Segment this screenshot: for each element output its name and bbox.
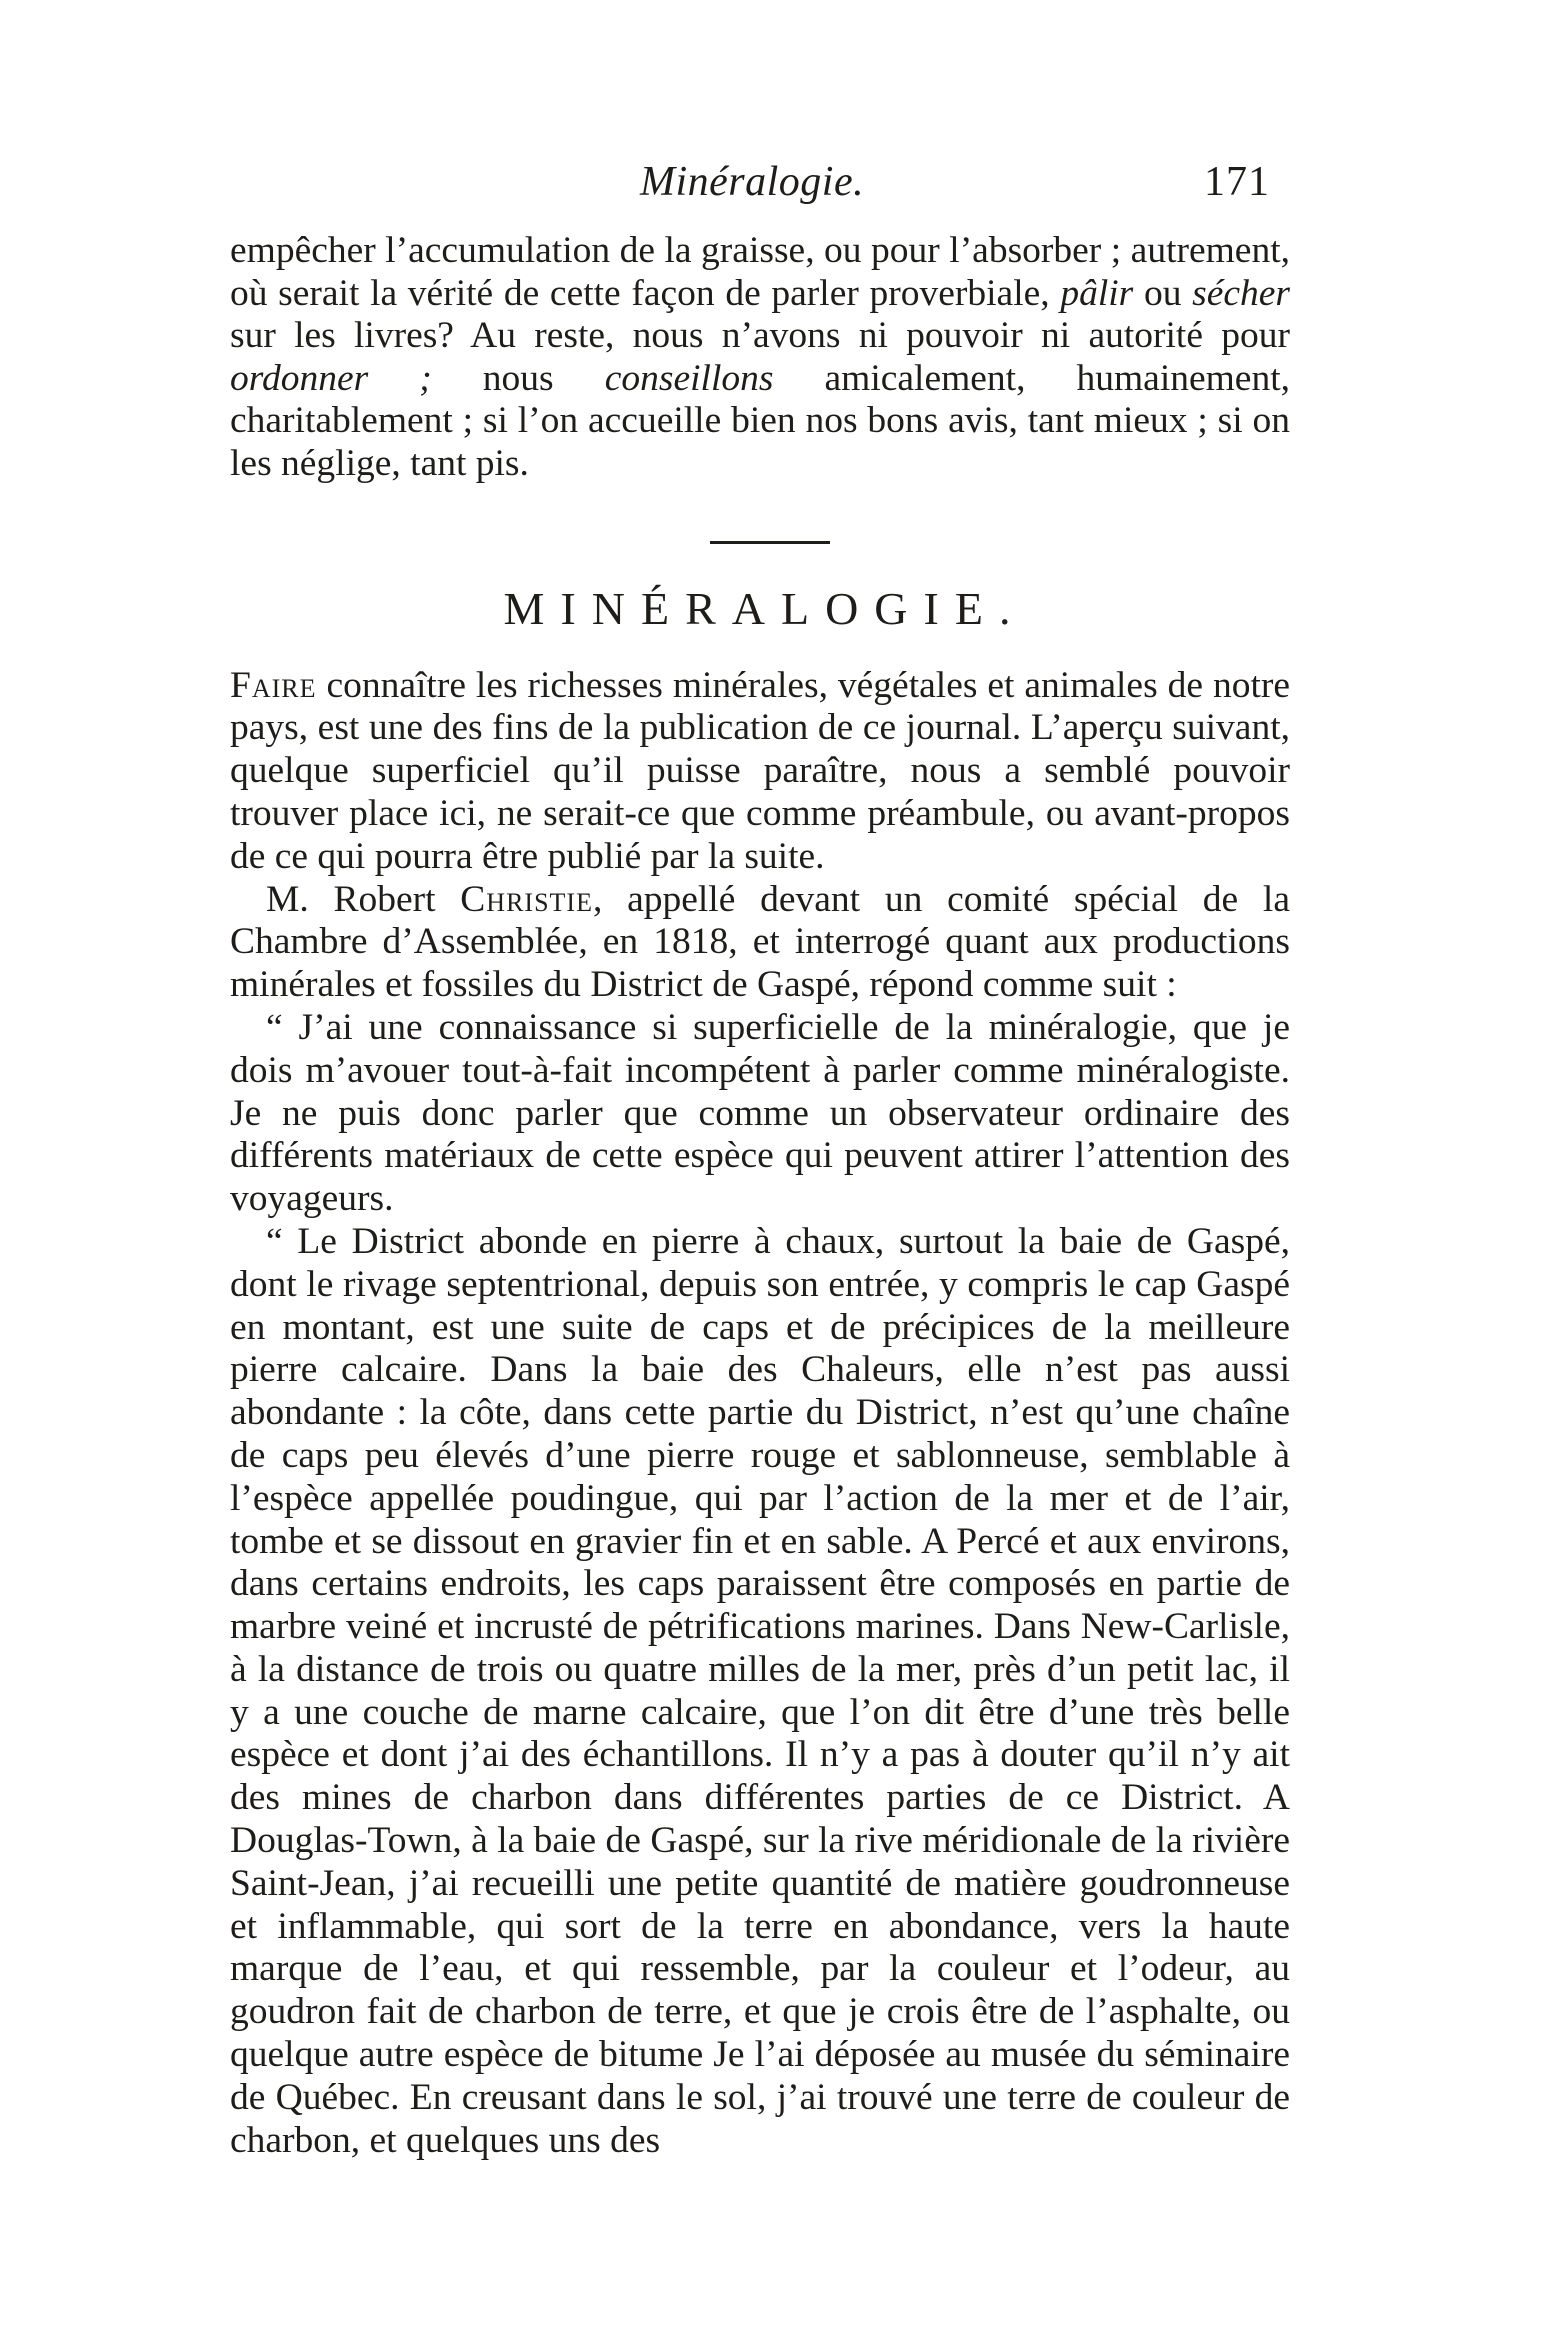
testimony-intro-paragraph — [230, 879, 1290, 1007]
italic-run: sécher — [1192, 272, 1290, 314]
text-run: nous — [431, 357, 605, 399]
lead-word: Faire — [230, 664, 317, 706]
page-number: 171 — [1204, 159, 1270, 205]
quote-paragraph-1: “ J’ai une connaissance si superficielle de la minéralogie, que je dois m’avouer tout-à-fait incompétent à parler comme minéralogiste. Je ne puis donc parler que comme un observateur ordinaire des différents matériaux de cette espèce qui peuvent attirer l’attention des voyageurs. — [230, 1006, 1290, 1220]
italic-run: pâlir — [1060, 272, 1134, 314]
section-title: MINÉRALOGIE. — [503, 582, 1027, 634]
text-run: amicalement, humainement, charitablement ; si l’on accueille bien nos bons avis, tant mieux ; si on les néglige, tant pis. — [230, 357, 1290, 484]
text-run: empêcher l’accumulation de la graisse, ou pour l’absorber ; autrement, où serait la vérité de cette façon de parler proverbiale, — [230, 230, 1290, 314]
intro-paragraph — [230, 665, 1290, 879]
section-divider-rule — [710, 541, 830, 544]
section-body — [230, 665, 1290, 2163]
text-run: sur les livres? Au reste, nous n’avons ni pouvoir ni autorité pour — [230, 315, 1290, 357]
continuation-paragraph — [230, 230, 1290, 486]
book-page — [230, 150, 1290, 2162]
person-name: Christie — [460, 878, 593, 920]
text-run: , appellé devant un comité spécial de la Chambre d’Assemblée, en 1818, et interrogé quant aux productions minérales et fossiles du District de Gaspé, répond comme suit : — [230, 878, 1290, 1006]
italic-run: ordonner ; — [230, 357, 432, 399]
running-header — [230, 150, 1290, 210]
text-run: M. Robert — [266, 878, 461, 920]
text-run: connaître les richesses minérales, végétales et animales de notre pays, est une des fins de la publication de ce journal. L’aperçu suivant, quelque superficiel qu’il puisse paraître, nous a semblé pouvoir trouver place ici, ne serait-ce que comme préambule, ou avant-propos de ce qui pourra être publié par la suite. — [230, 664, 1290, 877]
italic-run: conseillons — [604, 357, 774, 399]
text-run: ou — [1133, 272, 1193, 314]
running-title: Minéralogie. — [640, 159, 865, 205]
quote-paragraph-2: “ Le District abonde en pierre à chaux, surtout la baie de Gaspé, dont le rivage septentrional, depuis son entrée, y compris le cap Gaspé en montant, est une suite de caps et de précipices de la meilleure pierre calcaire. Dans la baie des Chaleurs, elle n’est pas aussi abondante : la côte, dans cette partie du District, n’est qu’une chaîne de caps peu élevés d’une pierre rouge et sablonneuse, semblable à l’espèce appellée poudingue, qui par l’action de la mer et de l’air, tombe et se dissout en gravier fin et en sable. A Percé et aux environs, dans certains endroits, les caps paraissent être composés en partie de marbre veiné et incrusté de pétrifications marines. Dans New-Carlisle, à la distance de trois ou quatre milles de la mer, près d’un petit lac, il y a une couche de marne calcaire, que l’on dit être d’une très belle espèce et dont j’ai des échantillons. Il n’y a pas à douter qu’il n’y ait des mines de charbon dans différentes parties de ce District. A Douglas-Town, à la baie de Gaspé, sur la rive méridionale de la rivière Saint-Jean, j’ai recueilli une petite quantité de matière goudronneuse et inflammable, qui sort de la terre en abondance, vers la haute marque de l’eau, et qui ressemble, par la couleur et l’odeur, au goudron fait de charbon de terre, et que je crois être de l’asphalte, ou quelque autre espèce de bitume Je l’ai déposée au musée du séminaire de Québec. En creusant dans le sol, j’ai trouvé une terre de couleur de charbon, et quelques uns des — [230, 1220, 1290, 2161]
